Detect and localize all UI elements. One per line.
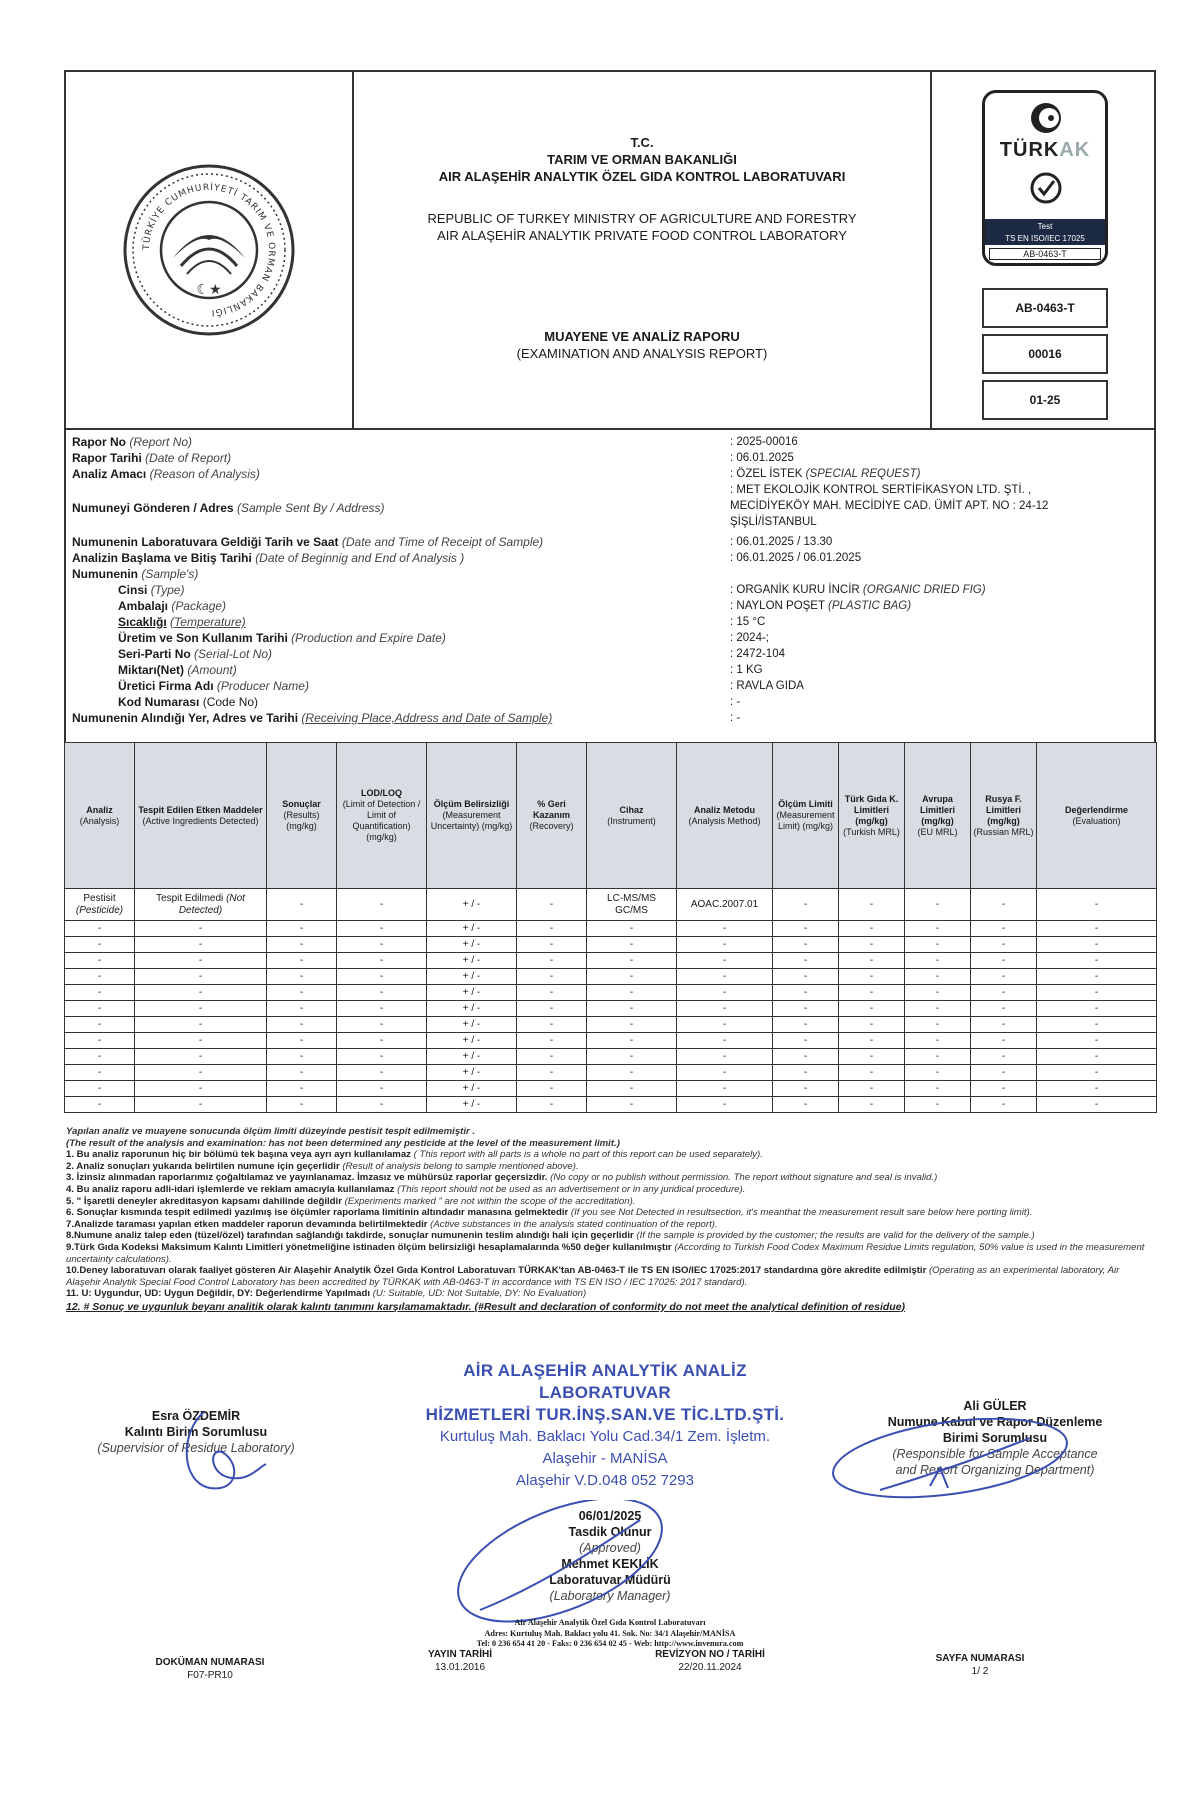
table-cell: - xyxy=(839,969,905,985)
table-cell: - xyxy=(905,969,971,985)
col-analysis: Analiz (Analysis) xyxy=(65,743,135,889)
table-cell: - xyxy=(267,985,337,1001)
receipt-value: : 06.01.2025 / 13.30 xyxy=(730,536,833,548)
table-cell: - xyxy=(677,937,773,953)
table-cell: - xyxy=(517,937,587,953)
table-cell: - xyxy=(65,969,135,985)
place-label: Numunenin Alındığı Yer, Adres ve Tarihi (Receiving Place,Address and Date of Sample) xyxy=(72,711,553,725)
table-cell: - xyxy=(677,1017,773,1033)
accreditation-cell xyxy=(932,72,1154,428)
turkak-wordmark: TÜRKAK xyxy=(999,139,1091,161)
table-cell: - xyxy=(517,953,587,969)
table-cell: - xyxy=(267,1097,337,1113)
table-cell: - xyxy=(267,1065,337,1081)
table-cell: - xyxy=(135,937,267,953)
table-cell: + / - xyxy=(427,937,517,953)
report-header xyxy=(64,70,1156,430)
manager-title: Laboratuvar Müdürü xyxy=(549,1573,671,1587)
report-notes xyxy=(66,1126,1156,1314)
table-row xyxy=(65,921,1157,937)
table-cell: - xyxy=(65,953,135,969)
lot-value: : 2472-104 xyxy=(730,648,785,660)
manager-handwritten-signature xyxy=(440,1500,700,1630)
page-number: SAYFA NUMARASI 1/ 2 xyxy=(935,1653,1025,1677)
cell-analysis: Pestisit (Pesticide) xyxy=(65,889,135,921)
table-cell: - xyxy=(135,1065,267,1081)
table-cell: - xyxy=(65,1033,135,1049)
tc-label: T.C. xyxy=(630,135,654,150)
report-date-value: : 06.01.2025 xyxy=(730,452,794,464)
cell-method: AOAC.2007.01 xyxy=(677,889,773,921)
table-cell: - xyxy=(517,969,587,985)
table-cell: + / - xyxy=(427,1001,517,1017)
table-cell: - xyxy=(905,1065,971,1081)
table-cell: - xyxy=(135,1001,267,1017)
table-cell: - xyxy=(135,953,267,969)
supervisor-name: Esra ÖZDEMİR xyxy=(151,1409,241,1423)
acceptance-title-2: Birimi Sorumlusu xyxy=(942,1431,1048,1445)
table-cell: - xyxy=(1037,985,1157,1001)
table-cell: - xyxy=(517,1049,587,1065)
company-stamp: AİR ALAŞEHİR ANALYTİK ANALİZ LABORATUVAR HİZMETLERİ TUR.İNŞ.SAN.VE TİC.LTD.ŞTİ. Kurtuluş Mah. Baklacı Yolu Cad.34/1 Zem. İşletm. Alaşehir - MANİSA Alaşehir V.D.048 052 7293 xyxy=(425,1361,785,1489)
table-row xyxy=(65,985,1157,1001)
table-cell: - xyxy=(337,1081,427,1097)
table-cell: - xyxy=(1037,969,1157,985)
table-cell: - xyxy=(773,953,839,969)
table-cell: - xyxy=(65,1065,135,1081)
cell-tr-mrl: - xyxy=(839,889,905,921)
table-cell: - xyxy=(517,1065,587,1081)
table-cell: - xyxy=(587,921,677,937)
table-cell: - xyxy=(337,1097,427,1113)
table-cell: - xyxy=(135,969,267,985)
col-instrument: Cihaz (Instrument) xyxy=(587,743,677,889)
checkmark-circle-icon xyxy=(1029,171,1063,205)
table-cell: - xyxy=(839,1049,905,1065)
table-cell: - xyxy=(135,1033,267,1049)
note-intro-en: (The result of the analysis and examination: has not been determined any pesticide at the level of the measurement limit.) xyxy=(66,1137,620,1149)
note-6: 6. Sonuçlar kısmında tespit edilmedi yazılmış ise ölçümler raporlama limitinin altındadır manasına gelmektedir (If you see Not Detected in resultsection, it's meanthat the measurement result sare below here porting limit). xyxy=(66,1207,1033,1219)
table-cell: + / - xyxy=(427,969,517,985)
table-cell: - xyxy=(337,1065,427,1081)
table-cell: - xyxy=(337,1049,427,1065)
table-cell: - xyxy=(905,921,971,937)
svg-text:☾★: ☾★ xyxy=(196,282,222,298)
ministry-seal-logo xyxy=(121,162,297,338)
amount-label: Miktarı(Net) (Amount) xyxy=(118,663,237,677)
table-cell: - xyxy=(65,921,135,937)
table-row xyxy=(65,1065,1157,1081)
table-cell: - xyxy=(267,1049,337,1065)
table-cell: + / - xyxy=(427,985,517,1001)
table-cell: - xyxy=(337,921,427,937)
table-cell: - xyxy=(587,1065,677,1081)
header-en-titles xyxy=(354,210,930,244)
table-cell: - xyxy=(1037,1065,1157,1081)
report-title xyxy=(354,328,930,362)
table-cell: - xyxy=(587,1001,677,1017)
table-cell: - xyxy=(1037,1049,1157,1065)
table-cell: - xyxy=(773,1017,839,1033)
table-cell: + / - xyxy=(427,921,517,937)
period-value: : 06.01.2025 / 06.01.2025 xyxy=(730,552,862,564)
table-cell: - xyxy=(905,1033,971,1049)
table-cell: - xyxy=(905,937,971,953)
table-cell: - xyxy=(135,1097,267,1113)
table-cell: - xyxy=(135,1081,267,1097)
table-row xyxy=(65,953,1157,969)
col-turkish-mrl: Türk Gıda K. Limitleri (mg/kg) (Turkish MRL) xyxy=(839,743,905,889)
cell-uncertainty: + / - xyxy=(427,889,517,921)
table-row xyxy=(65,1001,1157,1017)
table-cell: - xyxy=(135,921,267,937)
col-evaluation: Değerlendirme (Evaluation) xyxy=(1037,743,1157,889)
approval-label: Tasdik Olunur xyxy=(568,1525,652,1539)
note-intro-tr: Yapılan analiz ve muayene sonucunda ölçüm limiti düzeyinde pestisit tespit edilmemiştir . xyxy=(66,1126,476,1137)
accreditation-no-box: AB-0463-T xyxy=(982,288,1108,328)
table-cell: - xyxy=(267,1081,337,1097)
table-cell: - xyxy=(517,1001,587,1017)
table-cell: - xyxy=(517,1017,587,1033)
table-cell: - xyxy=(677,953,773,969)
note-7: 7.Analizde taraması yapılan etken maddeler raporun devamında belirtilmektedir (Active substances in the analysis stated continuation of the report). xyxy=(66,1218,718,1230)
sender-value: : MET EKOLOJİK KONTROL SERTİFİKASYON LTD. ŞTİ. , MECİDİYEKÖY MAH. MECİDİYE CAD. ÜMİT APT. NO : 24-12 ŞİŞLİ/İSTANBUL xyxy=(730,484,1049,528)
table-cell: - xyxy=(839,953,905,969)
cell-ru-mrl: - xyxy=(971,889,1037,921)
package-value: : NAYLON POŞET (PLASTIC BAG) xyxy=(730,600,912,612)
note-2: 2. Analiz sonuçları yukarıda belirtilen numune için geçerlidir (Result of analysis belong to sample mentioned above). xyxy=(66,1160,579,1172)
sample-info-block xyxy=(64,430,1156,742)
supervisor-title-en: (Supervisior of Residue Laboratory) xyxy=(97,1441,295,1455)
ministry-tr: TARIM VE ORMAN BAKANLIĞI xyxy=(547,152,737,167)
table-cell: - xyxy=(517,1033,587,1049)
report-no-label: Rapor No (Report No) xyxy=(72,435,193,449)
lab-name-tr: AIR ALAŞEHİR ANALYTIK ÖZEL GIDA KONTROL LABORATUVARI xyxy=(438,169,846,184)
table-cell: - xyxy=(677,969,773,985)
note-10: 10.Deney laboratuvarı olarak faaliyet gösteren Air Alaşehir Analytik Özel Gıda Kontrol Laboratuvarı TÜRKAK'tan AB-0463-T ile TS EN ISO/IEC 17025:2017 standardına göre akredite edilmiştir (Operating as an experimental laboratory, Air Alaşehir Analytik Special Food Control Laboratory has been accredited by TÜRKAK with AB-0463-T in accordance with TS EN ISO / IEC 17025: 2017 standard). xyxy=(66,1265,1120,1288)
turkak-crescent-icon xyxy=(1029,101,1063,135)
table-cell: - xyxy=(839,1017,905,1033)
table-cell: - xyxy=(587,985,677,1001)
col-measurement-limit: Ölçüm Limiti (Measurement Limit) (mg/kg) xyxy=(773,743,839,889)
table-cell: - xyxy=(267,921,337,937)
table-row xyxy=(65,1081,1157,1097)
producer-label: Üretici Firma Adı (Producer Name) xyxy=(118,679,309,693)
table-cell: - xyxy=(337,969,427,985)
table-cell: - xyxy=(905,1097,971,1113)
col-results: Sonuçlar (Results) (mg/kg) xyxy=(267,743,337,889)
report-title-en: (EXAMINATION AND ANALYSIS REPORT) xyxy=(516,346,768,361)
table-cell: - xyxy=(587,1081,677,1097)
table-cell: - xyxy=(677,1065,773,1081)
table-cell: - xyxy=(773,1081,839,1097)
col-uncertainty: Ölçüm Belirsizliği (Measurement Uncertainty) (mg/kg) xyxy=(427,743,517,889)
table-cell: - xyxy=(839,1097,905,1113)
table-row xyxy=(65,937,1157,953)
table-cell: - xyxy=(677,921,773,937)
header-title-cell xyxy=(354,72,932,428)
table-cell: - xyxy=(65,1049,135,1065)
ministry-seal-cell xyxy=(66,72,354,428)
table-cell: - xyxy=(337,985,427,1001)
col-eu-mrl: Avrupa Limitleri (mg/kg) (EU MRL) xyxy=(905,743,971,889)
type-value: : ORGANİK KURU İNCİR (ORGANIC DRIED FIG) xyxy=(730,584,986,596)
table-row xyxy=(65,1049,1157,1065)
type-label: Cinsi (Type) xyxy=(118,583,185,597)
table-cell: - xyxy=(773,1001,839,1017)
table-cell: + / - xyxy=(427,1065,517,1081)
col-lod-loq: LOD/LOQ (Limit of Detection / Limit of Quantification) (mg/kg) xyxy=(337,743,427,889)
table-cell: - xyxy=(1037,1081,1157,1097)
table-cell: - xyxy=(267,969,337,985)
table-cell: - xyxy=(587,969,677,985)
table-cell: - xyxy=(65,1097,135,1113)
code-value: : - xyxy=(730,696,741,708)
table-cell: - xyxy=(677,1033,773,1049)
table-cell: - xyxy=(517,921,587,937)
code-label: Kod Numarası (Code No) xyxy=(118,695,259,709)
acceptance-handwritten-signature xyxy=(820,1418,1080,1508)
producer-value: : RAVLA GIDA xyxy=(730,680,804,692)
cell-detected: Tespit Edilmedi (Not Detected) xyxy=(135,889,267,921)
table-cell: - xyxy=(267,1017,337,1033)
manager-title-en: (Laboratory Manager) xyxy=(549,1589,671,1603)
table-cell: + / - xyxy=(427,1049,517,1065)
header-tr-titles xyxy=(354,134,930,185)
report-title-tr: MUAYENE VE ANALİZ RAPORU xyxy=(544,329,740,344)
table-cell: - xyxy=(773,985,839,1001)
table-cell: - xyxy=(65,937,135,953)
amount-value: : 1 KG xyxy=(730,664,763,676)
results-table xyxy=(64,742,1157,1113)
table-cell: - xyxy=(135,1017,267,1033)
note-9: 9.Türk Gıda Kodeksi Maksimum Kalıntı Limitleri yönetmeliğine istinaden ölçüm belirsizliği hesaplamalarında %50 değer kullanılmıştır (According to Turkish Food Codex Maximum Residue Limits regulation, 50% value is used in the measurement uncertainty calculations). xyxy=(66,1241,1145,1265)
report-period-box: 01-25 xyxy=(982,380,1108,420)
table-cell: - xyxy=(971,937,1037,953)
table-cell: - xyxy=(839,937,905,953)
acceptance-title-en-1: (Responsible for Sample Acceptance xyxy=(892,1447,1098,1461)
acceptance-name: Ali GÜLER xyxy=(963,1399,1027,1413)
col-detected: Tespit Edilen Etken Maddeler (Active Ingredients Detected) xyxy=(135,743,267,889)
turkak-accreditation-code: AB-0463-T xyxy=(989,248,1101,260)
dates-label: Üretim ve Son Kullanım Tarihi (Production and Expire Date) xyxy=(118,631,446,645)
table-cell: + / - xyxy=(427,1017,517,1033)
manager-name: Mehmet KEKLİK xyxy=(561,1557,659,1571)
table-row xyxy=(65,969,1157,985)
purpose-label: Analiz Amacı (Reason of Analysis) xyxy=(72,467,260,481)
table-cell: - xyxy=(773,937,839,953)
col-method: Analiz Metodu (Analysis Method) xyxy=(677,743,773,889)
table-row xyxy=(65,1017,1157,1033)
table-cell: - xyxy=(839,1081,905,1097)
table-cell: - xyxy=(971,1081,1037,1097)
table-cell: - xyxy=(1037,1001,1157,1017)
table-row xyxy=(65,1033,1157,1049)
table-cell: - xyxy=(905,953,971,969)
report-date-label: Rapor Tarihi (Date of Report) xyxy=(72,451,232,465)
table-cell: - xyxy=(1037,1033,1157,1049)
table-cell: - xyxy=(839,1065,905,1081)
cell-instrument: LC-MS/MS GC/MS xyxy=(587,889,677,921)
lab-name-en: AIR ALAŞEHİR ANALYTIK PRIVATE FOOD CONTROL LABORATORY xyxy=(437,228,847,243)
table-cell: - xyxy=(587,937,677,953)
place-value: : - xyxy=(730,712,741,724)
table-cell: - xyxy=(839,985,905,1001)
table-cell: - xyxy=(65,1081,135,1097)
table-cell: - xyxy=(65,1001,135,1017)
svg-text:TÜRKİYE CUMHURİYETİ TARIM VE O: TÜRKİYE CUMHURİYETİ TARIM VE ORMAN BAKANLIĞI xyxy=(141,182,277,317)
table-cell: - xyxy=(971,953,1037,969)
revision-number: REVİZYON NO / TARİHİ 22/20.11.2024 xyxy=(655,1649,765,1673)
note-8: 8.Numune analiz talep eden (tüzel/özel) tarafından sağlandığı takdirde, sonuçlar numunenin teslim alındığı hali için geçerlidir (If the sample is provided by the customer; the results are valid for the delivery of the sample.) xyxy=(66,1230,1035,1242)
table-cell: + / - xyxy=(427,953,517,969)
table-cell: - xyxy=(971,1097,1037,1113)
table-cell: - xyxy=(587,1033,677,1049)
receipt-label: Numunenin Laboratuvara Geldiği Tarih ve Saat (Date and Time of Receipt of Sample) xyxy=(72,535,544,549)
cell-eu-mrl: - xyxy=(905,889,971,921)
table-cell: - xyxy=(517,985,587,1001)
footer-address: Air Alaşehir Analytik Özel Gıda Kontrol Laboratuvarı Adres: Kurtuluş Mah. Baklacı yolu 41. Sok. No: 34/1 Alaşehir/MANİSA Tel: 0 236 654 41 20 - Faks: 0 236 654 02 45 - Web: http://www.invenura.com xyxy=(476,1618,744,1648)
cell-result: - xyxy=(267,889,337,921)
note-5: 5. " İşaretli deneyler akreditasyon kapsamı dahilinde değildir (Experiments marked " are not within the scope of the accreditation). xyxy=(66,1195,636,1207)
table-cell: - xyxy=(839,921,905,937)
table-cell: - xyxy=(677,1097,773,1113)
table-cell: - xyxy=(337,1001,427,1017)
table-cell: + / - xyxy=(427,1081,517,1097)
temperature-value: : 15 °C xyxy=(730,616,766,628)
table-cell: + / - xyxy=(427,1033,517,1049)
table-cell: - xyxy=(337,937,427,953)
table-cell: - xyxy=(1037,1097,1157,1113)
table-row xyxy=(65,889,1157,921)
col-recovery: % Geri Kazanım (Recovery) xyxy=(517,743,587,889)
sender-label: Numuneyi Gönderen / Adres (Sample Sent By / Address) xyxy=(72,501,385,515)
approval-label-en: (Approved) xyxy=(579,1541,641,1555)
table-cell: - xyxy=(267,1001,337,1017)
table-cell: - xyxy=(905,985,971,1001)
table-cell: - xyxy=(677,1001,773,1017)
table-cell: - xyxy=(65,985,135,1001)
table-cell: - xyxy=(677,1049,773,1065)
table-cell: - xyxy=(587,953,677,969)
table-cell: - xyxy=(1037,937,1157,953)
table-cell: - xyxy=(773,1049,839,1065)
table-cell: - xyxy=(267,1033,337,1049)
table-row xyxy=(65,1097,1157,1113)
note-4: 4. Bu analiz raporu adli-idari işlemlerde ve reklam amacıyla kullanılamaz (This report should not be used as an advertisement or in any juridical procedure). xyxy=(66,1183,746,1195)
table-cell: - xyxy=(773,969,839,985)
table-cell: + / - xyxy=(427,1097,517,1113)
ministry-en: REPUBLIC OF TURKEY MINISTRY OF AGRICULTURE AND FORESTRY xyxy=(427,211,857,226)
note-1: 1. Bu analiz raporunun hiç bir bölümü tek başına veya ayrı ayrı kullanılamaz ( This report with all parts is a whole no part of this report can be used separately). xyxy=(66,1149,763,1161)
table-cell: - xyxy=(971,969,1037,985)
turkak-band: Test TS EN ISO/IEC 17025 xyxy=(985,219,1105,245)
table-cell: - xyxy=(135,985,267,1001)
table-cell: - xyxy=(1037,1017,1157,1033)
table-cell: - xyxy=(905,1017,971,1033)
table-cell: - xyxy=(971,1033,1037,1049)
report-serial-box: 00016 xyxy=(982,334,1108,374)
note-3: 3. İzinsiz alınmadan raporlarımız çoğaltılamaz ve yayınlanamaz. İmzasız ve mühürsüz raporlar geçersizdir. (No copy or no publish without permission. The report without signature and seal is invalid.) xyxy=(66,1172,938,1184)
supervisor-handwritten-signature xyxy=(170,1392,320,1502)
results-table-header xyxy=(65,743,1157,889)
note-12: 12. # Sonuç ve uygunluk beyanı analitik olarak kalıntı tanımını karşılamamaktadır. (#Result and declaration of conformity do not meet the analytical definition of residue) xyxy=(66,1300,906,1313)
table-cell: - xyxy=(971,921,1037,937)
table-cell: - xyxy=(905,1001,971,1017)
table-cell: - xyxy=(905,1049,971,1065)
table-cell: - xyxy=(1037,953,1157,969)
table-cell: - xyxy=(773,1065,839,1081)
table-cell: - xyxy=(677,985,773,1001)
table-cell: - xyxy=(773,1033,839,1049)
note-11: 11. U: Uygundur, UD: Uygun Değildir, DY: Değerlendirme Yapılmadı (U: Suitable, UD: Not Suitable, DY: No Evaluation) xyxy=(66,1288,587,1300)
dates-value: : 2024-; xyxy=(730,632,769,644)
table-cell: - xyxy=(971,1017,1037,1033)
acceptance-title-1: Numune Kabul ve Rapor Düzenleme xyxy=(887,1415,1103,1429)
cell-recovery: - xyxy=(517,889,587,921)
publication-date: YAYIN TARİHİ 13.01.2016 xyxy=(427,1649,493,1673)
table-cell: - xyxy=(773,1097,839,1113)
table-cell: - xyxy=(517,1081,587,1097)
purpose-value: : ÖZEL İSTEK (SPECIAL REQUEST) xyxy=(730,468,921,480)
table-cell: - xyxy=(773,921,839,937)
table-cell: - xyxy=(337,1017,427,1033)
table-cell: - xyxy=(1037,921,1157,937)
acceptance-title-en-2: and Report Organizing Department) xyxy=(895,1463,1095,1477)
table-cell: - xyxy=(267,937,337,953)
table-cell: - xyxy=(839,1033,905,1049)
cell-lod: - xyxy=(337,889,427,921)
table-cell: - xyxy=(267,953,337,969)
col-russian-mrl: Rusya F. Limitleri (mg/kg) (Russian MRL) xyxy=(971,743,1037,889)
table-cell: - xyxy=(337,953,427,969)
turkak-logo xyxy=(982,90,1108,266)
table-cell: - xyxy=(971,1049,1037,1065)
table-cell: - xyxy=(587,1097,677,1113)
table-cell: - xyxy=(65,1017,135,1033)
table-cell: - xyxy=(587,1049,677,1065)
period-label: Analizin Başlama ve Bitiş Tarihi (Date of Beginnig and End of Analysis ) xyxy=(72,551,465,565)
cell-limit: - xyxy=(773,889,839,921)
table-cell: - xyxy=(971,985,1037,1001)
table-cell: - xyxy=(135,1049,267,1065)
report-no-value: : 2025-00016 xyxy=(730,436,798,448)
table-cell: - xyxy=(971,1065,1037,1081)
table-cell: - xyxy=(839,1001,905,1017)
table-cell: - xyxy=(905,1081,971,1097)
document-number: DOKÜMAN NUMARASI F07-PR10 xyxy=(155,1657,265,1681)
temperature-label: Sıcaklığı (Temperature) xyxy=(118,615,246,629)
supervisor-title: Kalıntı Birim Sorumlusu xyxy=(124,1425,268,1439)
table-cell: - xyxy=(337,1033,427,1049)
cell-evaluation: - xyxy=(1037,889,1157,921)
package-label: Ambalajı (Package) xyxy=(118,599,227,613)
sample-label: Numunenin (Sample's) xyxy=(72,567,199,581)
table-cell: - xyxy=(517,1097,587,1113)
lot-label: Seri-Parti No (Serial-Lot No) xyxy=(118,647,273,661)
table-cell: - xyxy=(677,1081,773,1097)
approval-date: 06/01/2025 xyxy=(578,1509,642,1523)
table-cell: - xyxy=(971,1001,1037,1017)
table-cell: - xyxy=(587,1017,677,1033)
